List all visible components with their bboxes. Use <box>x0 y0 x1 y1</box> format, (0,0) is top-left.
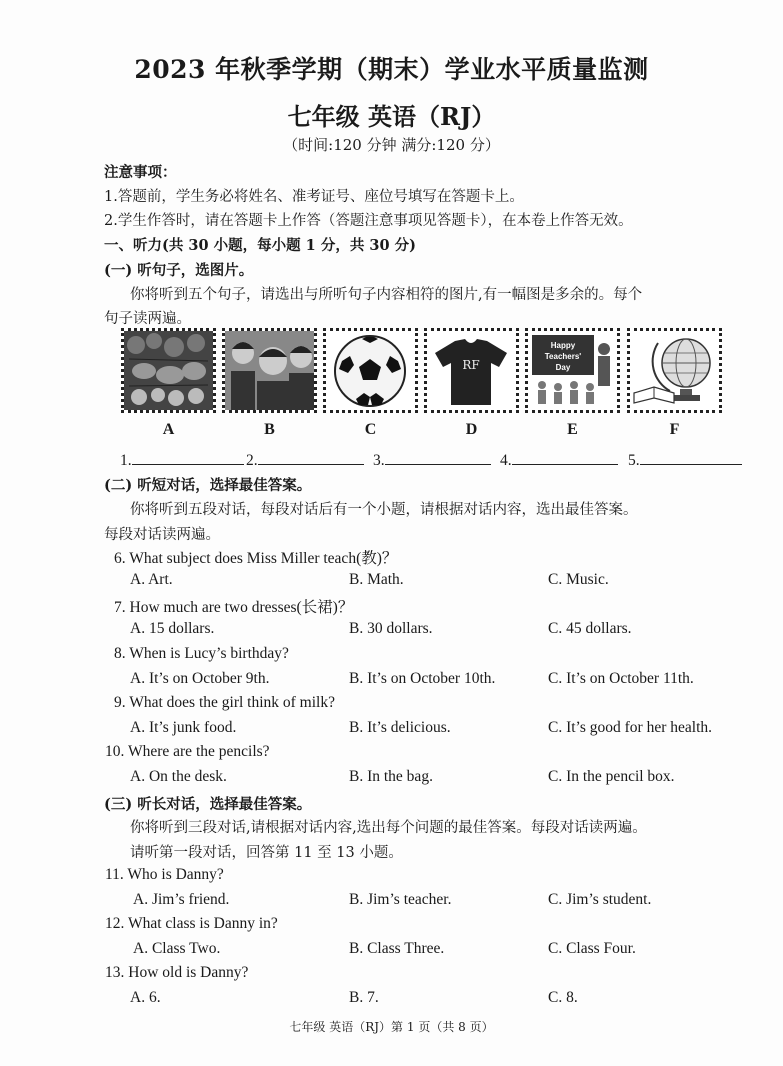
picture-f-label: F <box>669 421 680 438</box>
picture-d-label: D <box>465 421 478 438</box>
answer-blank-5[interactable]: 5. <box>628 450 742 470</box>
exam-time-score: （时间:120 分钟 满分:120 分） <box>283 136 500 154</box>
picture-c-soccer-ball <box>323 328 418 413</box>
part1-instruction-line2: 句子读两遍。 <box>104 311 191 327</box>
teachers-day-card-icon <box>528 331 617 410</box>
q7-option-c[interactable]: C. 45 dollars. <box>548 620 632 637</box>
question-13: 13. How old is Danny? <box>105 964 249 981</box>
q12-option-b[interactable]: B. Class Three. <box>349 940 445 957</box>
question-12: 12. What class is Danny in? <box>105 915 278 932</box>
q11-option-b[interactable]: B. Jim’s teacher. <box>349 891 452 908</box>
question-10: 10. Where are the pencils? <box>105 743 270 760</box>
question-7: 7. How much are two dresses(长裙)？ <box>114 599 354 616</box>
q10-option-b[interactable]: B. In the bag. <box>349 768 433 785</box>
q6-option-b[interactable]: B. Math. <box>349 571 404 588</box>
globe-and-book-icon <box>630 331 719 410</box>
picture-b-label: B <box>264 421 275 438</box>
exam-title: 2023 年秋季学期（期末）学业水平质量监测 <box>134 55 649 84</box>
answer-blank-2[interactable]: 2. <box>246 450 364 470</box>
q9-option-a[interactable]: A. It’s junk food. <box>130 719 237 736</box>
q6-option-c[interactable]: C. Music. <box>548 571 609 588</box>
answer-blank-3[interactable]: 3. <box>373 450 491 470</box>
answer-blank-4[interactable]: 4. <box>500 450 618 470</box>
section1-heading: 一、听力(共 30 小题，每小题 1 分，共 30 分) <box>104 237 416 254</box>
part1-instruction-line1: 你将听到五个句子，请选出与所听句子内容相符的图片,有一幅图是多余的。每个 <box>130 287 643 303</box>
picture-c-label: C <box>364 421 377 438</box>
notes-item-2: 2.学生作答时，请在答题卡上作答（答题注意事项见答题卡），在本卷上作答无效。 <box>104 213 633 229</box>
q8-option-c[interactable]: C. It’s on October 11th. <box>548 670 694 687</box>
question-11: 11. Who is Danny? <box>105 866 224 883</box>
q13-option-c[interactable]: C. 8. <box>548 989 578 1006</box>
question-9: 9. What does the girl think of milk? <box>114 694 335 711</box>
answer-blank-1[interactable]: 1. <box>120 450 244 470</box>
svg-text:Teachers': Teachers' <box>544 352 582 361</box>
picture-e-label: E <box>567 421 578 438</box>
q11-option-a[interactable]: A. Jim’s friend. <box>133 891 230 908</box>
q10-option-a[interactable]: A. On the desk. <box>130 768 227 785</box>
question-6: 6. What subject does Miss Miller teach(教)？ <box>114 550 398 567</box>
q8-option-a[interactable]: A. It’s on October 9th. <box>130 670 270 687</box>
q9-option-c[interactable]: C. It’s good for her health. <box>548 719 713 736</box>
t-shirt-logo: RF <box>462 358 480 372</box>
part2-instruction-line2: 每段对话读两遍。 <box>104 527 220 543</box>
t-shirt-icon <box>427 331 516 410</box>
q7-option-b[interactable]: B. 30 dollars. <box>349 620 433 637</box>
picture-a-label: A <box>162 421 175 438</box>
picture-d-t-shirt <box>424 328 519 413</box>
part3-heading: (三) 听长对话，选择最佳答案。 <box>104 796 312 813</box>
exam-subtitle-grade-subject: 七年级 英语（RJ） <box>287 102 496 131</box>
q13-option-a[interactable]: A. 6. <box>130 989 161 1006</box>
picture-b-people <box>222 328 317 413</box>
part2-heading: (二) 听短对话，选择最佳答案。 <box>104 477 312 494</box>
q12-option-a[interactable]: A. Class Two. <box>133 940 221 957</box>
part2-instruction-line1: 你将听到五段对话，每段对话后有一个小题，请根据对话内容，选出最佳答案。 <box>130 502 638 518</box>
q12-option-c[interactable]: C. Class Four. <box>548 940 636 957</box>
question-8: 8. When is Lucy’s birthday? <box>114 645 289 662</box>
svg-text:Happy: Happy <box>550 341 576 350</box>
q9-option-b[interactable]: B. It’s delicious. <box>349 719 451 736</box>
picture-a-vegetables <box>121 328 216 413</box>
picture-e-teachers-day <box>525 328 620 413</box>
part3-instruction-line1: 你将听到三段对话,请根据对话内容,选出每个问题的最佳答案。每段对话读两遍。 <box>130 820 647 836</box>
crowd-people-icon <box>225 331 314 410</box>
svg-text:Day: Day <box>555 363 571 372</box>
q10-option-c[interactable]: C. In the pencil box. <box>548 768 675 785</box>
q8-option-b[interactable]: B. It’s on October 10th. <box>349 670 496 687</box>
notes-item-1: 1.答题前，学生务必将姓名、准考证号、座位号填写在答题卡上。 <box>104 189 524 205</box>
part1-heading: (一) 听句子，选图片。 <box>104 262 254 279</box>
q11-option-c[interactable]: C. Jim’s student. <box>548 891 652 908</box>
picture-f-globe-book <box>627 328 722 413</box>
notes-heading: 注意事项： <box>104 164 177 181</box>
part3-instruction-line2: 请听第一段对话，回答第 11 至 13 小题。 <box>130 845 403 861</box>
q13-option-b[interactable]: B. 7. <box>349 989 379 1006</box>
q6-option-a[interactable]: A. Art. <box>130 571 173 588</box>
vegetables-market-icon <box>124 331 213 410</box>
q7-option-a[interactable]: A. 15 dollars. <box>130 620 215 637</box>
page-footer: 七年级 英语（RJ）第 1 页（共 8 页） <box>289 1020 494 1034</box>
soccer-ball-icon <box>326 331 415 410</box>
